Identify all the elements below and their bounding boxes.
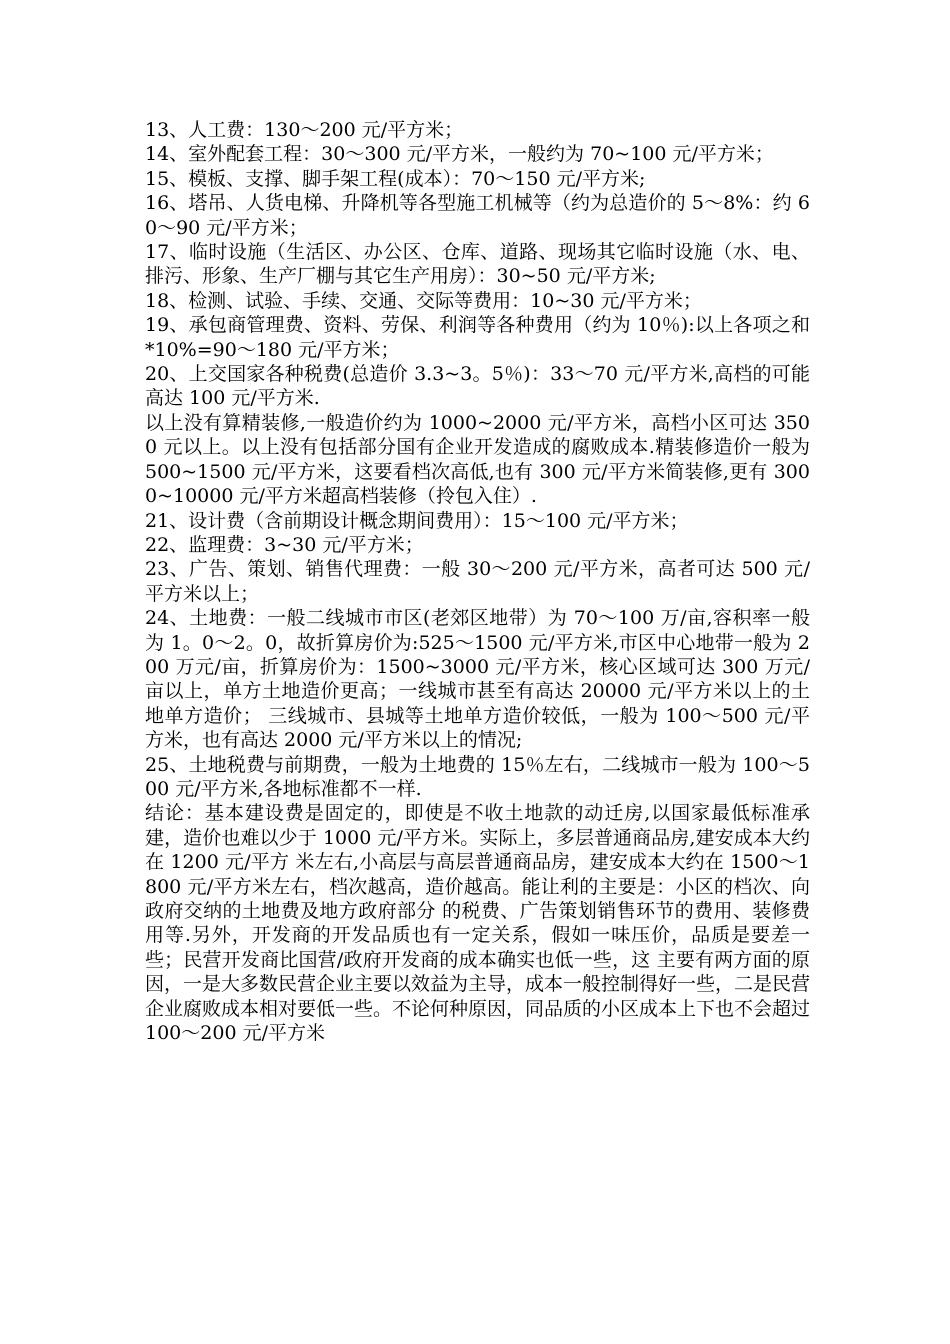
paragraph-conclusion: 结论：基本建设费是固定的，即使是不收土地款的动迁房,以国家最低标准承建，造价也难以少于 1000 元/平方米。实际上，多层普通商品房,建安成本大约在 1200 元/平方 米左右,小高层与高层普通商品房，建安成本大约在 1500～1800 元/平方米左右，档次越高，造价越高。能让利的主要是：小区的档次、向政府交纳的土地费及地方政府部分 的税费、广告策划销售环节的费用、装修费用等.另外，开发商的开发品质也有一定关系，假如一味压价，品质是要差一些；民营开发商比国营/政府开发商的成本确实也低一些，这 主要有两方面的原因，一是大多数民营企业主要以效益为主导，成本一般控制得好一些，二是民营企业腐败成本相对要低一些。不论何种原因，同品质的小区成本上下也不会超过 100～200 元/平方米 (145, 802, 811, 1045)
paragraph-item-17: 17、临时设施（生活区、办公区、仓库、道路、现场其它临时设施（水、电、排污、形象、生产厂棚与其它生产用房）：30~50 元/平方米; (145, 241, 810, 288)
paragraph-item-19: 19、承包商管理费、资料、劳保、利润等各种费用（约为 10％):以上各项之和*10%=90～180 元/平方米； (145, 314, 810, 361)
paragraph-decoration-note: 以上没有算精装修,一般造价约为 1000~2000 元/平方米，高档小区可达 3500 元以上。以上没有包括部分国有企业开发造成的腐败成本.精装修造价一般为 500~1500 元/平方米，这要看档次高低,也有 300 元/平方米简装修,更有 3000~10000 元/平方米超高档装修（拎包入住）. (145, 411, 810, 508)
paragraph-item-22: 22、监理费：3~30 元/平方米； (145, 533, 424, 556)
paragraph-item-13: 13、人工费：130～200 元/平方米； (145, 119, 464, 141)
paragraph-item-24: 24、土地费：一般二线城市市区(老郊区地带）为 70～100 万/亩,容积率一般为 1。0～2。0，故折算房价为:525～1500 元/平方米,市区中心地带一般为 200 万元/亩，折算房价为：1500~3000 元/平方米，核心区域可达 300 万元/亩以上，单方土地造价更高；一线城市甚至有高达 20000 元/平方米以上的土地单方造价； 三线城市、县城等土地单方造价较低，一般为 100～500 元/平方米，也有高达 2000 元/平方米以上的情况; (145, 607, 810, 752)
paragraph-item-16: 16、塔吊、人货电梯、升降机等各型施工机械等（约为总造价的 5～8%：约 60～90 元/平方米； (145, 192, 810, 239)
paragraph-item-25: 25、土地税费与前期费，一般为土地费的 15％左右，二线城市一般为 100～500 元/平方米,各地标准都不一样. (145, 753, 810, 800)
document-body (145, 118, 810, 1045)
paragraph-item-23: 23、广告、策划、销售代理费：一般 30～200 元/平方米，高者可达 500 元/平方米以上； (145, 558, 810, 605)
paragraph-item-20: 20、上交国家各种税费(总造价 3.3~3。5％)：33～70 元/平方米,高档的可能高达 100 元/平方米. (145, 363, 810, 410)
paragraph-item-18: 18、检测、试验、手续、交通、交际等费用：10~30 元/平方米； (145, 289, 702, 312)
paragraph-item-21: 21、设计费（含前期设计概念期间费用）：15～100 元/平方米； (145, 509, 689, 532)
paragraph-item-15: 15、模板、支撑、脚手架工程(成本）：70～150 元/平方米; (145, 167, 646, 190)
paragraph-item-14: 14、室外配套工程：30～300 元/平方米，一般约为 70~100 元/平方米； (145, 143, 774, 166)
